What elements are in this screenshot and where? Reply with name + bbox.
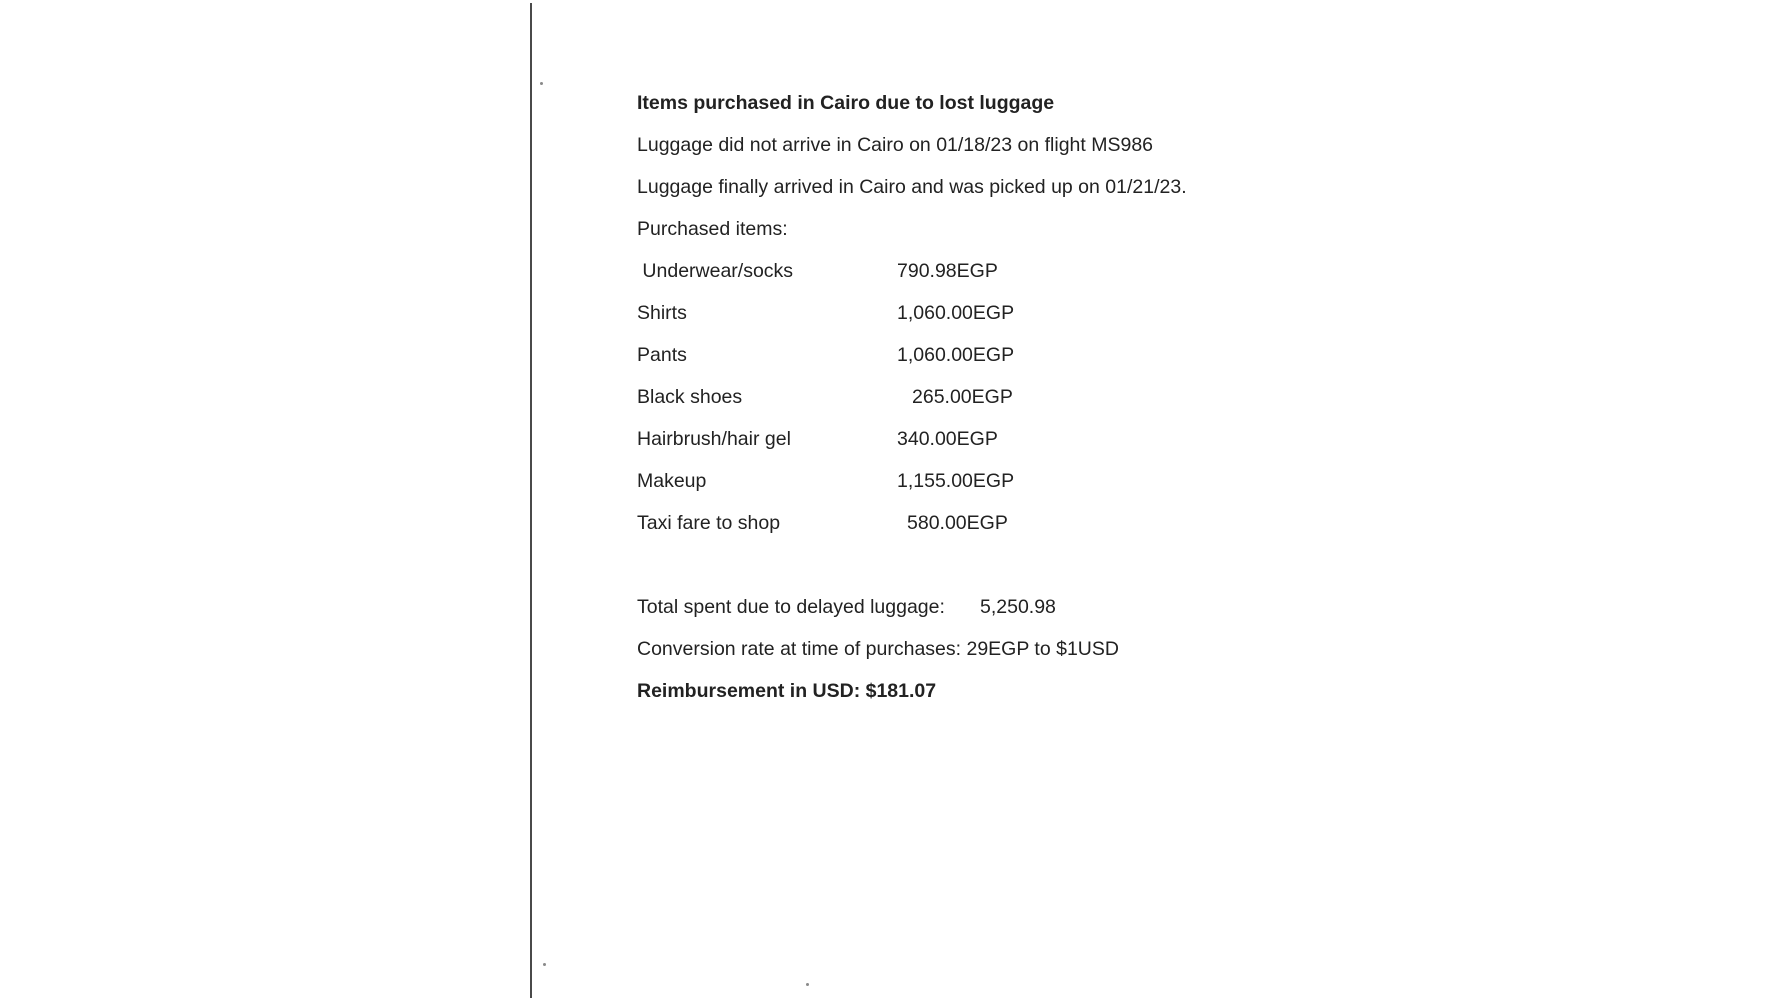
item-row <box>637 250 1397 292</box>
scan-speck <box>806 983 809 986</box>
scan-speck <box>540 82 543 85</box>
item-amount: 790.98EGP <box>897 260 998 282</box>
item-name: Taxi fare to shop <box>637 512 781 534</box>
item-row <box>637 292 1397 334</box>
item-amount: 340.00EGP <box>897 428 998 450</box>
item-row <box>637 502 1397 544</box>
item-amount: 580.00EGP <box>907 512 1008 534</box>
item-row <box>637 460 1397 502</box>
expense-document <box>637 82 1397 712</box>
item-name: Shirts <box>637 302 687 324</box>
item-row <box>637 418 1397 460</box>
total-line <box>637 586 1397 628</box>
blank-line <box>637 544 1397 586</box>
items-heading: Purchased items: <box>637 218 788 240</box>
item-amount: 1,155.00EGP <box>897 470 1015 492</box>
item-name: Hairbrush/hair gel <box>637 428 791 450</box>
item-name: Underwear/socks <box>637 260 794 282</box>
pickup-note: Luggage finally arrived in Cairo and was picked up on 01/21/23. <box>637 176 1187 198</box>
conversion-rate: Conversion rate at time of purchases: 29EGP to $1USD <box>637 638 1119 660</box>
total-label: Total spent due to delayed luggage: <box>637 596 945 618</box>
item-name: Makeup <box>637 470 707 492</box>
item-name: Black shoes <box>637 386 743 408</box>
item-row <box>637 376 1397 418</box>
item-amount: 1,060.00EGP <box>897 344 1015 366</box>
scan-page-edge <box>530 3 532 998</box>
total-value: 5,250.98 <box>980 596 1056 618</box>
arrival-note: Luggage did not arrive in Cairo on 01/18/23 on flight MS986 <box>637 134 1154 156</box>
item-amount: 265.00EGP <box>912 386 1013 408</box>
item-amount: 1,060.00EGP <box>897 302 1015 324</box>
reimbursement-total: Reimbursement in USD: $181.07 <box>637 680 937 702</box>
item-name: Pants <box>637 344 687 366</box>
item-row <box>637 334 1397 376</box>
scan-speck <box>543 963 546 966</box>
document-title: Items purchased in Cairo due to lost luggage <box>637 92 1055 114</box>
